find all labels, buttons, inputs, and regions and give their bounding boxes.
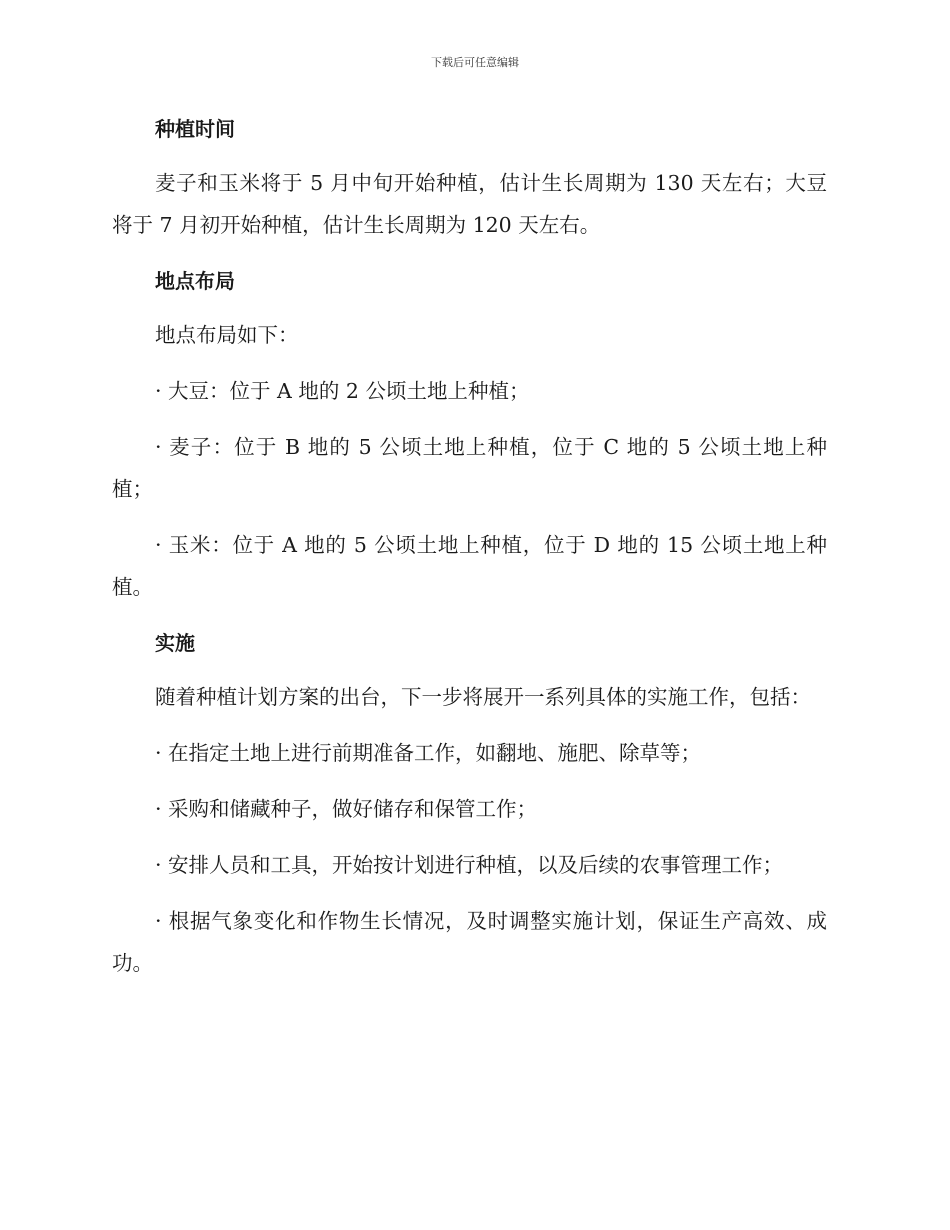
list-item-land-preparation: · 在指定土地上进行前期准备工作，如翻地、施肥、除草等；: [155, 741, 702, 765]
paragraph-planting-time: 麦子和玉米将于 5 月中旬开始种植，估计生长周期为 130 天左右；大豆将于 7 月初开始种植，估计生长周期为 120 天左右。: [112, 171, 827, 237]
list-item-corn: · 玉米：位于 A 地的 5 公顷土地上种植，位于 D 地的 15 公顷土地上种植。: [112, 533, 827, 599]
list-item-seed-storage: · 采购和储藏种子，做好储存和保管工作；: [155, 797, 538, 821]
list-item-soybean: · 大豆：位于 A 地的 2 公顷土地上种植；: [155, 379, 530, 403]
list-item-wheat: · 麦子：位于 B 地的 5 公顷土地上种植，位于 C 地的 5 公顷土地上种植；: [112, 435, 827, 501]
list-item-staff-tools: · 安排人员和工具，开始按计划进行种植，以及后续的农事管理工作；: [155, 853, 784, 877]
section-heading-planting-time: 种植时间: [155, 117, 235, 141]
paragraph-layout-intro: 地点布局如下：: [155, 323, 299, 347]
section-heading-implementation: 实施: [155, 631, 195, 655]
header-note: 下载后可任意编辑: [431, 56, 519, 69]
document-body: [112, 108, 827, 984]
section-heading-location-layout: 地点布局: [155, 269, 235, 293]
paragraph-implementation-intro: 随着种植计划方案的出台，下一步将展开一系列具体的实施工作，包括：: [155, 685, 811, 709]
list-item-adjust-plan: · 根据气象变化和作物生长情况，及时调整实施计划，保证生产高效、成功。: [112, 909, 827, 975]
